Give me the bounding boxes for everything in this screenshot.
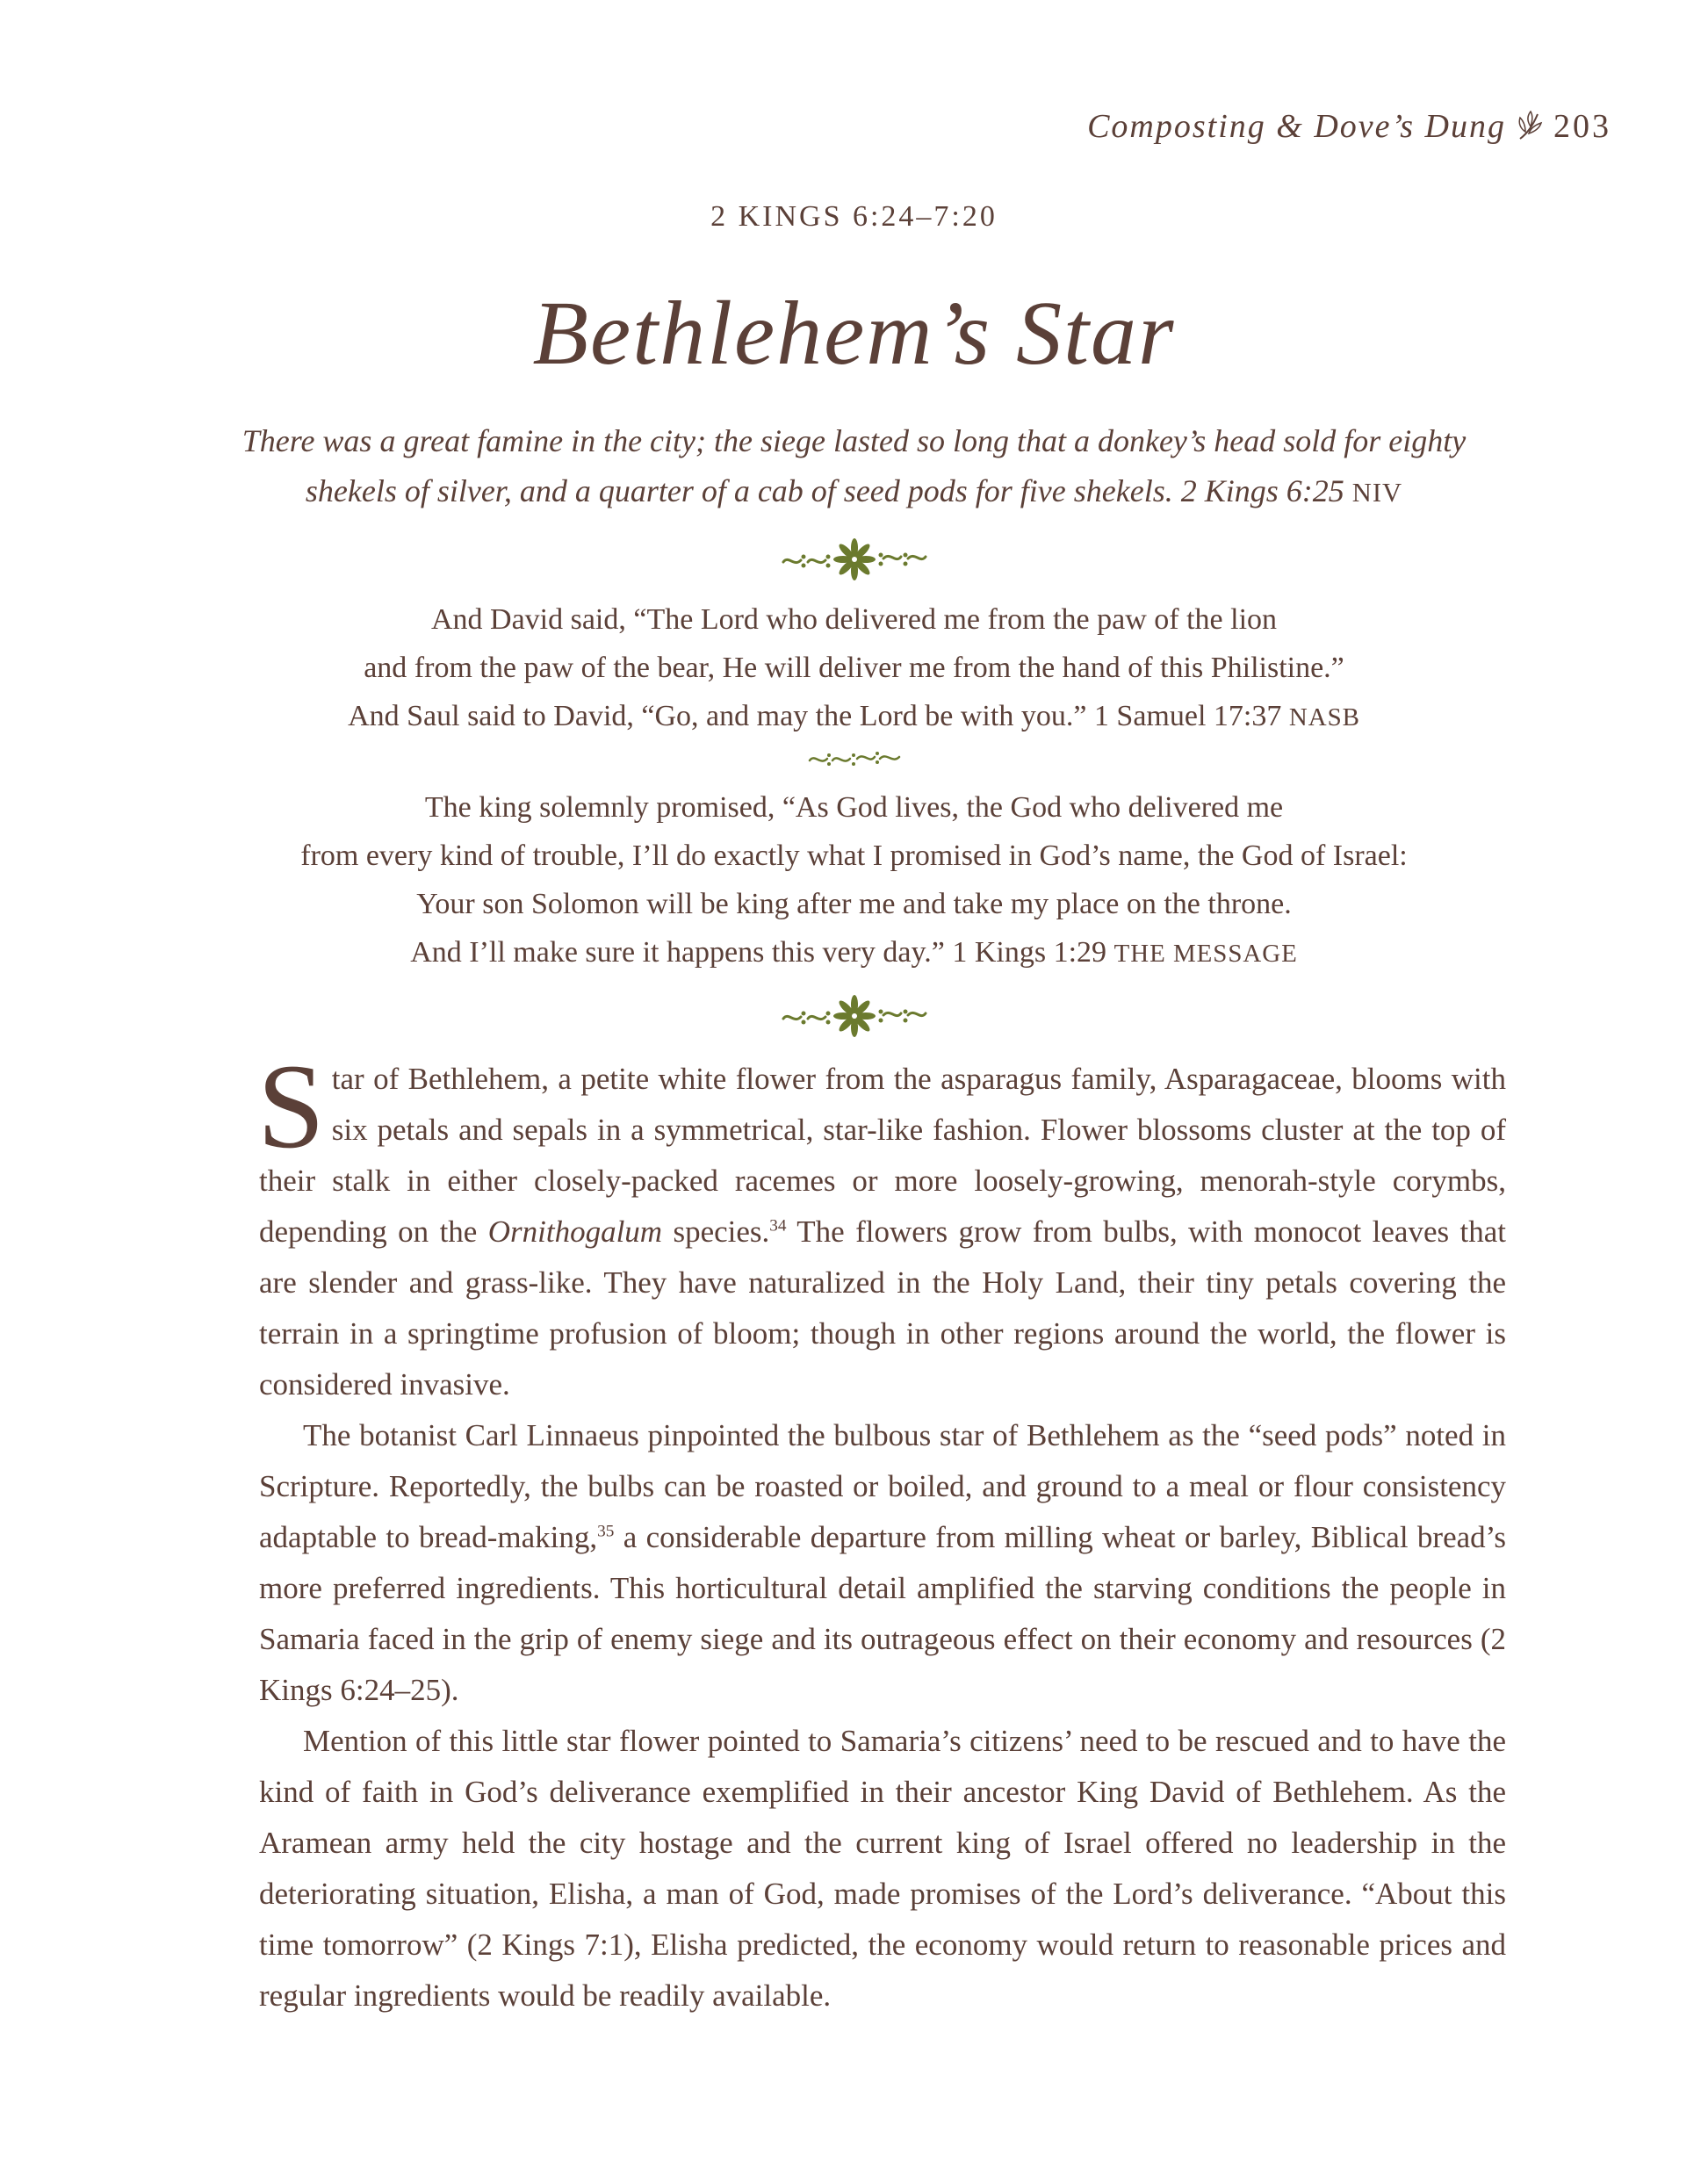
verse-version: NASB <box>1288 703 1360 731</box>
verse-line: and from the paw of the bear, He will deliver me from the hand of this Philistine.” <box>364 652 1344 684</box>
verse-line: The king solemnly promised, “As God lives, the God who delivered me <box>424 791 1284 824</box>
epigraph <box>228 416 1480 518</box>
paragraph-1: Star of Bethlehem, a petite white flower from the asparagus family, Asparagaceae, blooms with six petals and sepals in a symmetrical, star-like fashion. Flower blossoms cluster at the top of their stalk in either closely-packed racemes or more loosely-growing, menorah-style corymbs, depending on the Ornithogalum species.$^{34}$ The flowers grow from bulbs, with monocot leaves that are slender and grass-like. They have naturalized in the Holy Land, their tiny petals covering the terrain in a springtime profusion of bloom; though in other regions around the world, the flower is considered invasive. <box>257 1039 1506 1402</box>
verse-line: And Saul said to David, “Go, and may the Lord be with you.” 1 Samuel 17:37 NASB <box>348 700 1360 732</box>
floral-ornament-icon <box>0 994 1708 1042</box>
epigraph-citation: 2 Kings 6:25 <box>1180 473 1344 508</box>
verse-line: from every kind of trouble, I’ll do exactly what I promised in God’s name, the God of Israel: <box>300 839 1408 872</box>
drop-cap: S <box>257 1039 325 1173</box>
running-header <box>1087 107 1611 146</box>
paragraph-3: Mention of this little star flower pointed to Samaria’s citizens’ need to be rescued and to have the kind of faith in God’s deliverance exemplified in their ancestor King David of Bethlehem. As the Aramean army held the city hostage and the current king of Israel offered no leadership in the deteriorating situation, Elisha, a man of God, made promises of the Lord’s deliverance. “About this time tomorrow” (2 Kings 7:1), Elisha predicted, the economy would return to reasonable prices and regular ingredients would be readily available. <box>259 1724 1506 2013</box>
chapter-title: Composting & Dove’s Dung <box>1087 108 1506 145</box>
epigraph-version: NIV <box>1351 478 1403 508</box>
verse-block-1 <box>211 595 1497 742</box>
body-text <box>257 1039 1506 2021</box>
verse-line: And I’ll make sure it happens this very day.” 1 Kings 1:29 THE MESSAGE <box>410 936 1298 969</box>
page-number: 203 <box>1553 108 1611 145</box>
epigraph-text: There was a great famine in the city; the siege lasted so long that a donkey’s head sold for eighty shekels of silver, and a quarter of a cab of seed pods for five shekels. <box>241 423 1467 508</box>
verse-line: Your son Solomon will be king after me and take my place on the throne. <box>416 888 1292 920</box>
paragraph-2: The botanist Carl Linnaeus pinpointed the bulbous star of Bethlehem as the “seed pods” noted in Scripture. Reportedly, the bulbs can be roasted or boiled, and ground to a meal or flour consistency adaptable to bread-making,$^{35}$ a considerable departure from milling wheat or barley, Biblical bread’s more preferred ingredients. This horticultural detail amplified the starving conditions the people in Samaria faced in the grip of enemy siege and its outrageous effect on their economy and resources (2 Kings 6:24–25). <box>259 1418 1506 1707</box>
footnote-marker[interactable]: 34 <box>769 1216 787 1236</box>
floral-ornament-icon <box>0 537 1708 586</box>
footnote-marker[interactable]: 35 <box>597 1522 615 1541</box>
chapter-title-heading: Bethlehem’s Star <box>532 283 1176 384</box>
wheat-sprig-icon <box>1515 109 1545 144</box>
scripture-reference-heading: 2 KINGS 6:24–7:20 <box>710 200 998 233</box>
verse-block-2 <box>211 783 1497 978</box>
verse-line: And David said, “The Lord who delivered me from the paw of the lion <box>430 603 1278 636</box>
vine-ornament-icon <box>0 748 1708 774</box>
verse-version: THE MESSAGE <box>1113 940 1298 968</box>
species-name: Ornithogalum <box>487 1214 663 1249</box>
